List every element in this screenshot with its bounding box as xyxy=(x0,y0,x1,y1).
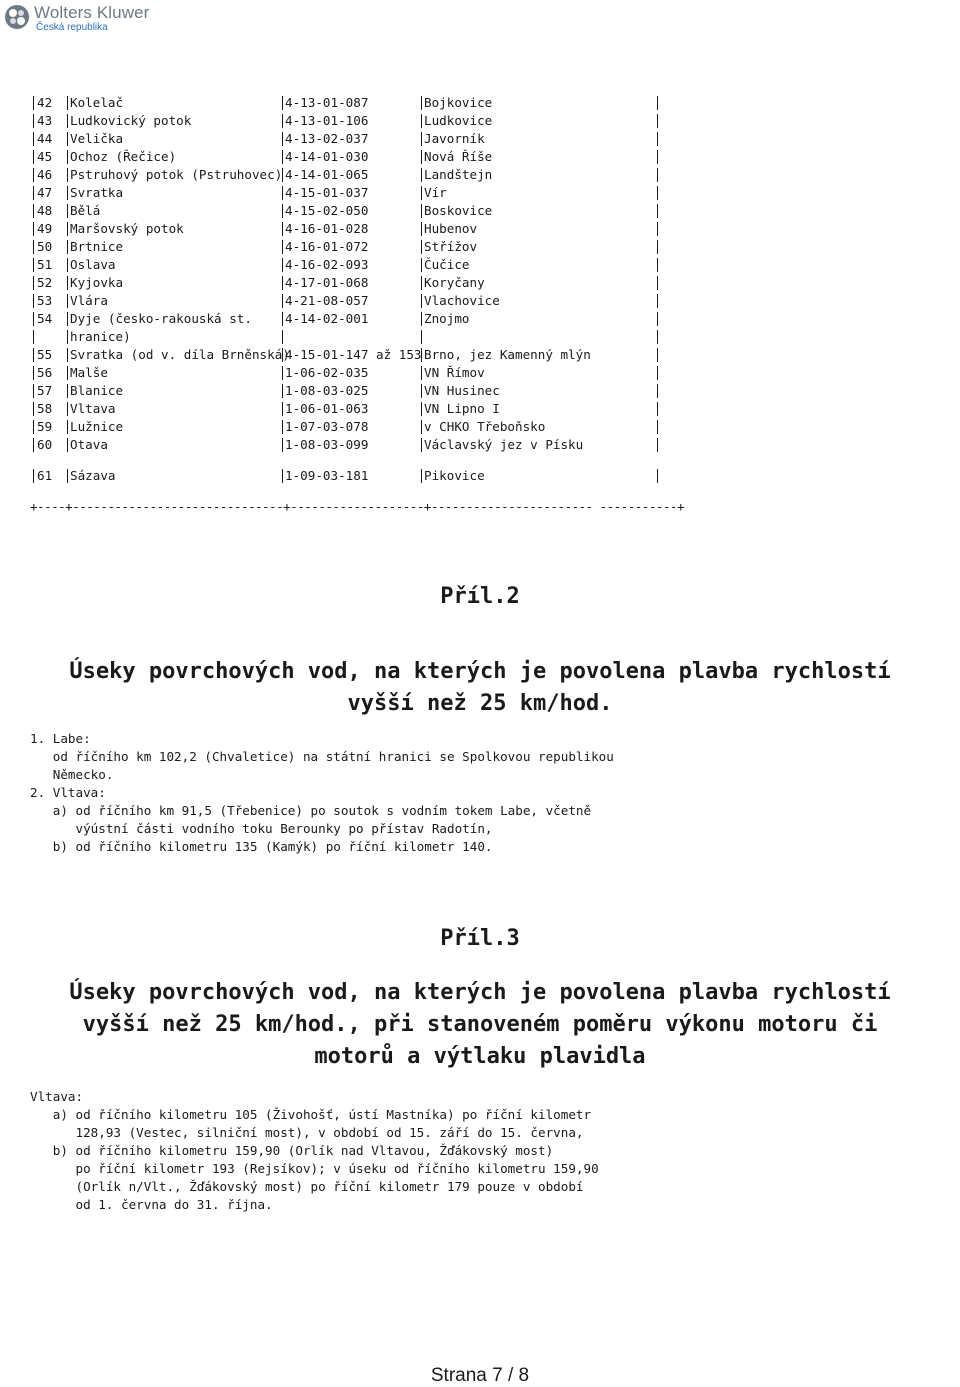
column-separator xyxy=(421,294,422,308)
river-name: Blanice xyxy=(70,383,124,398)
column-separator xyxy=(657,258,658,272)
text-line: 1. Labe: xyxy=(30,731,91,746)
column-separator xyxy=(33,366,34,380)
column-separator xyxy=(33,222,34,236)
column-separator xyxy=(33,96,34,110)
river-name: Sázava xyxy=(70,468,116,483)
row-number: 60 xyxy=(37,437,53,452)
river-name: Otava xyxy=(70,437,108,452)
annex3-heading-line1: Úseky povrchových vod, na kterých je povolena plavba rychlostí xyxy=(69,980,891,1005)
place-name: VN Římov xyxy=(424,365,485,380)
row-number: 61 xyxy=(37,468,53,483)
column-separator xyxy=(33,204,34,218)
column-separator xyxy=(282,276,283,290)
column-separator xyxy=(657,150,658,164)
column-separator xyxy=(67,312,68,326)
column-separator xyxy=(67,420,68,434)
river-name: Lužnice xyxy=(70,419,124,434)
column-separator xyxy=(421,312,422,326)
hydrologic-code: 4-14-01-030 xyxy=(285,149,369,164)
column-separator xyxy=(421,330,422,344)
column-separator xyxy=(282,132,283,146)
text-line: b) od říčního kilometru 159,90 (Orlík nad Vltavou, Žďákovský most) xyxy=(30,1143,554,1158)
annex3-label: Příl.3 xyxy=(440,926,520,951)
hydrologic-code: 4-17-01-068 xyxy=(285,275,369,290)
annex2-heading xyxy=(30,656,930,720)
column-separator xyxy=(67,222,68,236)
column-separator xyxy=(657,366,658,380)
column-separator xyxy=(282,384,283,398)
column-separator xyxy=(33,114,34,128)
river-name: Malše xyxy=(70,365,108,380)
column-separator xyxy=(67,402,68,416)
river-name: Svratka (od v. díla Brněnská) xyxy=(70,347,290,362)
column-separator xyxy=(657,276,658,290)
column-separator xyxy=(421,276,422,290)
column-separator xyxy=(67,132,68,146)
row-number: 43 xyxy=(37,113,53,128)
column-separator xyxy=(282,438,283,452)
place-name: Střížov xyxy=(424,239,478,254)
place-name: Koryčany xyxy=(424,275,485,290)
column-separator xyxy=(33,240,34,254)
column-separator xyxy=(657,330,658,344)
place-name: Pikovice xyxy=(424,468,485,483)
hydrologic-code: 4-13-01-087 xyxy=(285,95,369,110)
column-separator xyxy=(33,438,34,452)
row-number: 58 xyxy=(37,401,53,416)
river-name: Maršovský potok xyxy=(70,221,184,236)
column-separator xyxy=(282,330,283,344)
hydrologic-code: 1-08-03-025 xyxy=(285,383,369,398)
place-name: VN Lipno I xyxy=(424,401,500,416)
column-separator xyxy=(67,168,68,182)
column-separator xyxy=(657,222,658,236)
column-separator xyxy=(421,258,422,272)
column-separator xyxy=(421,384,422,398)
river-name: Vlára xyxy=(70,293,108,308)
column-separator xyxy=(67,469,68,483)
place-name: Ludkovice xyxy=(424,113,493,128)
column-separator xyxy=(67,294,68,308)
column-separator xyxy=(657,132,658,146)
hydrologic-code: 4-15-01-037 xyxy=(285,185,369,200)
column-separator xyxy=(421,469,422,483)
text-line: Německo. xyxy=(30,767,114,782)
place-name: Nová Říše xyxy=(424,149,493,164)
river-name: Dyje (česko-rakouská st. xyxy=(70,311,252,326)
column-separator xyxy=(657,240,658,254)
column-separator xyxy=(67,150,68,164)
place-name: Bojkovice xyxy=(424,95,493,110)
column-separator xyxy=(421,168,422,182)
river-name: Svratka xyxy=(70,185,124,200)
text-line: od 1. června do 31. října. xyxy=(30,1197,273,1212)
column-separator xyxy=(657,438,658,452)
place-name: VN Husinec xyxy=(424,383,500,398)
column-separator xyxy=(67,348,68,362)
row-number: 55 xyxy=(37,347,53,362)
place-name: Hubenov xyxy=(424,221,478,236)
column-separator xyxy=(421,204,422,218)
column-separator xyxy=(33,312,34,326)
river-name: Kyjovka xyxy=(70,275,124,290)
hydrologic-code: 4-21-08-057 xyxy=(285,293,369,308)
column-separator xyxy=(657,312,658,326)
column-separator xyxy=(33,168,34,182)
column-separator xyxy=(421,438,422,452)
hydrologic-code: 1-07-03-078 xyxy=(285,419,369,434)
page-number: Strana 7 / 8 xyxy=(430,1365,530,1386)
column-separator xyxy=(657,96,658,110)
text-line: od říčního km 102,2 (Chvaletice) na státní hranici se Spolkovou republikou xyxy=(30,749,614,764)
annex3-heading-line2: vyšší než 25 km/hod., při stanoveném poměru výkonu motoru či xyxy=(82,1012,878,1037)
hydrologic-code: 1-06-01-063 xyxy=(285,401,369,416)
column-separator xyxy=(421,240,422,254)
annex2-label: Příl.2 xyxy=(440,584,520,609)
row-number: 47 xyxy=(37,185,53,200)
column-separator xyxy=(282,469,283,483)
text-line: 128,93 (Vestec, silniční most), v období od 15. září do 15. června, xyxy=(30,1125,584,1140)
column-separator xyxy=(282,204,283,218)
column-separator xyxy=(657,204,658,218)
column-separator xyxy=(67,114,68,128)
annex2-heading-line1: Úseky povrchových vod, na kterých je povolena plavba rychlostí xyxy=(69,659,891,684)
column-separator xyxy=(67,366,68,380)
column-separator xyxy=(33,186,34,200)
text-line: a) od říčního kilometru 105 (Živohošť, ústí Mastníka) po říční kilometr xyxy=(30,1107,592,1122)
column-separator xyxy=(33,150,34,164)
column-separator xyxy=(282,114,283,128)
column-separator xyxy=(33,132,34,146)
column-separator xyxy=(282,222,283,236)
text-line: výústní části vodního toku Berounky po přístav Radotín, xyxy=(30,821,493,836)
column-separator xyxy=(657,348,658,362)
hydrologic-code: 4-13-02-037 xyxy=(285,131,369,146)
brand-subtitle: Česká republika xyxy=(36,22,108,33)
hydrologic-code: 4-13-01-106 xyxy=(285,113,369,128)
column-separator xyxy=(657,384,658,398)
row-number: 44 xyxy=(37,131,53,146)
column-separator xyxy=(421,132,422,146)
column-separator xyxy=(282,420,283,434)
column-separator xyxy=(421,420,422,434)
column-separator xyxy=(421,402,422,416)
row-number: 51 xyxy=(37,257,53,272)
text-line: b) od říčního kilometru 135 (Kamýk) po říční kilometr 140. xyxy=(30,839,493,854)
river-name: Brtnice xyxy=(70,239,124,254)
hydrologic-code: 4-14-02-001 xyxy=(285,311,369,326)
column-separator xyxy=(421,222,422,236)
column-separator xyxy=(67,276,68,290)
column-separator xyxy=(33,330,34,344)
river-name: Oslava xyxy=(70,257,116,272)
column-separator xyxy=(421,366,422,380)
hydrologic-code: 4-16-02-093 xyxy=(285,257,369,272)
hydrologic-code: 1-09-03-181 xyxy=(285,468,369,483)
river-name: Kolelač xyxy=(70,95,124,110)
river-name: Velička xyxy=(70,131,124,146)
column-separator xyxy=(67,96,68,110)
row-number: 50 xyxy=(37,239,53,254)
place-name: Vlachovice xyxy=(424,293,500,308)
hydrologic-code: 4-16-01-072 xyxy=(285,239,369,254)
row-number: 45 xyxy=(37,149,53,164)
column-separator xyxy=(33,276,34,290)
brand-name: Wolters Kluwer xyxy=(34,3,150,22)
annex3-body xyxy=(30,1088,599,1214)
column-separator xyxy=(421,96,422,110)
row-number: 42 xyxy=(37,95,53,110)
text-line: a) od říčního km 91,5 (Třebenice) po soutok s vodním tokem Labe, včetně xyxy=(30,803,592,818)
annex3-heading-line3: motorů a výtlaku plavidla xyxy=(314,1044,646,1069)
column-separator xyxy=(657,469,658,483)
hydrologic-code: 4-15-01-147 až 153 xyxy=(285,347,422,362)
river-name: hranice) xyxy=(70,329,131,344)
column-separator xyxy=(282,96,283,110)
river-name: Ochoz (Řečice) xyxy=(70,149,177,164)
column-separator xyxy=(33,420,34,434)
column-separator xyxy=(657,402,658,416)
column-separator xyxy=(657,420,658,434)
publisher-logo xyxy=(4,4,149,34)
column-separator xyxy=(657,114,658,128)
text-line: Vltava: xyxy=(30,1089,84,1104)
place-name: Znojmo xyxy=(424,311,470,326)
hydrologic-code: 1-06-02-035 xyxy=(285,365,369,380)
column-separator xyxy=(33,258,34,272)
column-separator xyxy=(282,240,283,254)
column-separator xyxy=(657,168,658,182)
row-number: 57 xyxy=(37,383,53,398)
hydrologic-code: 4-14-01-065 xyxy=(285,167,369,182)
row-number: 59 xyxy=(37,419,53,434)
place-name: Vír xyxy=(424,185,447,200)
column-separator xyxy=(67,384,68,398)
place-name: Boskovice xyxy=(424,203,493,218)
river-name: Ludkovický potok xyxy=(70,113,192,128)
column-separator xyxy=(67,204,68,218)
row-number: 49 xyxy=(37,221,53,236)
hydrologic-code: 4-15-02-050 xyxy=(285,203,369,218)
column-separator xyxy=(282,366,283,380)
row-number: 56 xyxy=(37,365,53,380)
column-separator xyxy=(282,258,283,272)
place-name: v CHKO Třeboňsko xyxy=(424,419,546,434)
river-name: Bělá xyxy=(70,203,101,218)
column-separator xyxy=(421,114,422,128)
row-number: 46 xyxy=(37,167,53,182)
hydrologic-code: 1-08-03-099 xyxy=(285,437,369,452)
annex3-heading xyxy=(30,977,930,1073)
column-separator xyxy=(67,240,68,254)
text-line: 2. Vltava: xyxy=(30,785,106,800)
column-separator xyxy=(282,294,283,308)
column-separator xyxy=(657,294,658,308)
column-separator xyxy=(67,438,68,452)
table-bottom-rule: +----+------------------------------+-------------------+----------------------- -----------+ xyxy=(30,499,684,514)
column-separator xyxy=(33,469,34,483)
river-name: Pstruhový potok (Pstruhovec) xyxy=(70,167,283,182)
river-name: Vltava xyxy=(70,401,116,416)
column-separator xyxy=(33,294,34,308)
hydrologic-code: 4-16-01-028 xyxy=(285,221,369,236)
column-separator xyxy=(282,312,283,326)
row-number: 54 xyxy=(37,311,53,326)
place-name: Landštejn xyxy=(424,167,493,182)
column-separator xyxy=(657,186,658,200)
row-number: 48 xyxy=(37,203,53,218)
wolters-kluwer-emblem-icon xyxy=(4,4,30,30)
column-separator xyxy=(282,186,283,200)
column-separator xyxy=(282,150,283,164)
column-separator xyxy=(33,348,34,362)
column-separator xyxy=(282,402,283,416)
column-separator xyxy=(421,186,422,200)
column-separator xyxy=(67,258,68,272)
place-name: Václavský jez v Písku xyxy=(424,437,584,452)
text-line: (Orlík n/Vlt., Žďákovský most) po říční kilometr 179 pouze v období xyxy=(30,1179,584,1194)
column-separator xyxy=(421,150,422,164)
annex2-heading-line2: vyšší než 25 km/hod. xyxy=(347,691,613,716)
column-separator xyxy=(67,330,68,344)
row-number: 53 xyxy=(37,293,53,308)
annex2-body xyxy=(30,730,614,856)
place-name: Brno, jez Kamenný mlýn xyxy=(424,347,591,362)
text-line: po říční kilometr 193 (Rejsíkov); v úseku od říčního kilometru 159,90 xyxy=(30,1161,599,1176)
row-number: 52 xyxy=(37,275,53,290)
column-separator xyxy=(33,384,34,398)
place-name: Javorník xyxy=(424,131,485,146)
column-separator xyxy=(33,402,34,416)
place-name: Čučice xyxy=(424,257,470,272)
column-separator xyxy=(67,186,68,200)
